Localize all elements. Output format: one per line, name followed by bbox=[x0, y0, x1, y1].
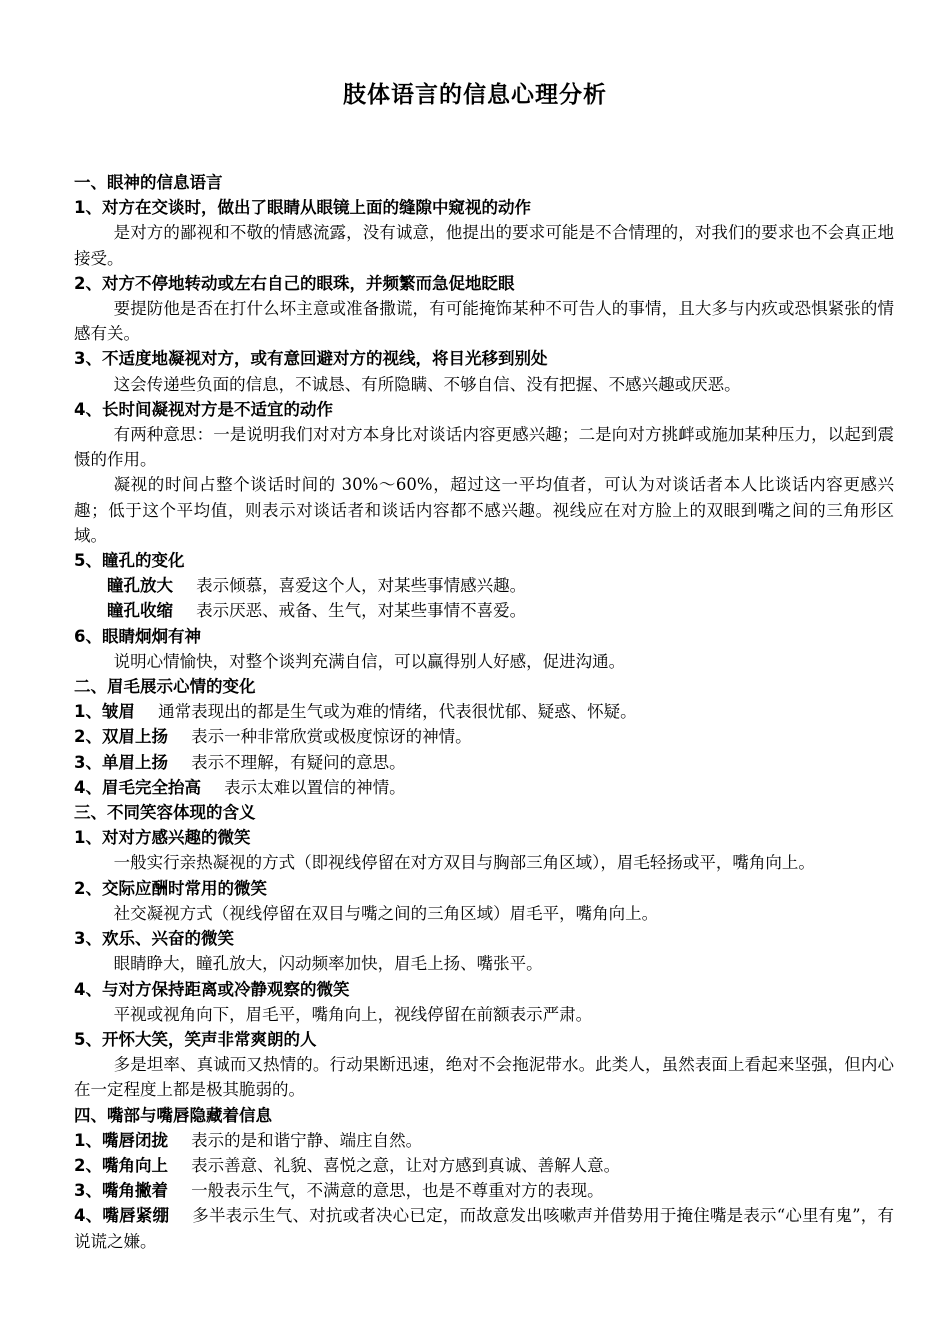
item-heading: 5、开怀大笑，笑声非常爽朗的人 bbox=[74, 1029, 317, 1049]
item-paragraph: 要提防他是否在打什么坏主意或准备撒谎，有可能掩饰某种不可告人的事情，且大多与内疚或恐惧紧张的情感有关。 bbox=[74, 299, 894, 344]
term-text: 表示太难以置信的神情。 bbox=[224, 777, 406, 797]
item-heading: 3、不适度地凝视对方，或有意回避对方的视线，将目光移到别处 bbox=[74, 349, 548, 369]
item-paragraph: 一般实行亲热凝视的方式（即视线停留在对方双目与胸部三角区域），眉毛轻扬或平，嘴角向上。 bbox=[113, 853, 815, 873]
term-line bbox=[74, 598, 894, 623]
term-line bbox=[74, 1153, 894, 1178]
term-text: 表示一种非常欣赏或极度惊讶的神情。 bbox=[191, 727, 472, 747]
item-heading: 5、瞳孔的变化 bbox=[74, 551, 185, 571]
item-paragraph: 眼睛睁大，瞳孔放大，闪动频率加快，眉毛上扬、嘴张平。 bbox=[113, 954, 543, 974]
section-heading: 四、嘴部与嘴唇隐藏着信息 bbox=[74, 1105, 272, 1125]
term-label: 瞳孔放大 bbox=[107, 576, 173, 596]
item-heading: 1、对方在交谈时，做出了眼睛从眼镜上面的缝隙中窥视的动作 bbox=[74, 198, 531, 218]
term-line bbox=[74, 1128, 894, 1153]
section-heading: 三、不同笑容体现的含义 bbox=[74, 803, 256, 823]
term-text: 表示厌恶、戒备、生气，对某些事情不喜爱。 bbox=[196, 601, 527, 621]
term-line bbox=[74, 750, 894, 775]
item-heading: 2、对方不停地转动或左右自己的眼珠，并频繁而急促地眨眼 bbox=[74, 273, 515, 293]
term-label: 3、嘴角撇着 bbox=[74, 1181, 168, 1201]
term-text: 通常表现出的都是生气或为难的情绪，代表很忧郁、疑惑、怀疑。 bbox=[158, 702, 637, 722]
term-label: 1、嘴唇闭拢 bbox=[74, 1130, 168, 1150]
item-heading: 1、对对方感兴趣的微笑 bbox=[74, 828, 251, 848]
item-heading: 6、眼睛炯炯有神 bbox=[74, 626, 201, 646]
section-heading: 二、眉毛展示心情的变化 bbox=[74, 677, 256, 697]
term-label: 4、眉毛完全抬高 bbox=[74, 777, 201, 797]
term-label: 2、嘴角向上 bbox=[74, 1155, 168, 1175]
term-line bbox=[74, 699, 894, 724]
term-text: 表示的是和谐宁静、端庄自然。 bbox=[191, 1130, 423, 1150]
item-heading: 3、欢乐、兴奋的微笑 bbox=[74, 929, 234, 949]
term-label: 4、嘴唇紧绷 bbox=[74, 1206, 170, 1226]
term-text: 一般表示生气，不满意的意思，也是不尊重对方的表现。 bbox=[191, 1181, 604, 1201]
section-heading: 一、眼神的信息语言 bbox=[74, 173, 223, 192]
document-body bbox=[74, 170, 894, 1254]
term-label: 3、单眉上扬 bbox=[74, 752, 168, 772]
item-paragraph: 多是坦率、真诚而又热情的。行动果断迅速，绝对不会拖泥带水。此类人，虽然表面上看起来坚强，但内心在一定程度上都是极其脆弱的。 bbox=[74, 1055, 894, 1100]
term-line bbox=[74, 573, 894, 598]
term-line bbox=[74, 1178, 894, 1203]
item-heading: 2、交际应酬时常用的微笑 bbox=[74, 878, 267, 898]
term-text: 表示善意、礼貌、喜悦之意，让对方感到真诚、善解人意。 bbox=[191, 1155, 621, 1175]
item-paragraph: 是对方的鄙视和不敬的情感流露，没有诚意，他提出的要求可能是不合情理的，对我们的要求也不会真正地接受。 bbox=[74, 223, 894, 268]
term-text: 表示不理解，有疑问的意思。 bbox=[191, 752, 406, 772]
term-line bbox=[74, 724, 894, 749]
term-text: 表示倾慕，喜爱这个人，对某些事情感兴趣。 bbox=[196, 576, 527, 596]
item-paragraph: 有两种意思：一是说明我们对对方本身比对谈话内容更感兴趣；二是向对方挑衅或施加某种压力，以起到震慑的作用。 bbox=[74, 425, 894, 470]
term-label: 1、皱眉 bbox=[74, 702, 135, 722]
term-line bbox=[74, 775, 894, 800]
term-paragraph bbox=[74, 1203, 894, 1253]
item-heading: 4、长时间凝视对方是不适宜的动作 bbox=[74, 399, 333, 419]
item-paragraph: 社交凝视方式（视线停留在双目与嘴之间的三角区域）眉毛平，嘴角向上。 bbox=[113, 903, 659, 923]
page-title: 肢体语言的信息心理分析 bbox=[343, 82, 607, 108]
item-heading: 4、与对方保持距离或冷静观察的微笑 bbox=[74, 979, 350, 999]
item-paragraph: 这会传递些负面的信息，不诚恳、有所隐瞒、不够自信、没有把握、不感兴趣或厌恶。 bbox=[113, 374, 741, 394]
item-paragraph: 说明心情愉快，对整个谈判充满自信，可以赢得别人好感，促进沟通。 bbox=[113, 651, 626, 671]
item-paragraph: 凝视的时间占整个谈话时间的 30%～60%，超过这一平均值者，可认为对谈话者本人比谈话内容更感兴趣；低于这个平均值，则表示对谈话者和谈话内容都不感兴趣。视线应在对方脸上的双眼到嘴之间的三角形区域。 bbox=[74, 475, 894, 545]
term-label: 瞳孔收缩 bbox=[107, 601, 173, 621]
item-paragraph: 平视或视角向下，眉毛平，嘴角向上，视线停留在前额表示严肃。 bbox=[113, 1004, 593, 1024]
term-label: 2、双眉上扬 bbox=[74, 727, 168, 747]
term-text: 多半表示生气、对抗或者决心已定，而故意发出咳嗽声并借势用于掩住嘴是表示“心里有鬼”，有说谎之嫌。 bbox=[74, 1206, 895, 1251]
